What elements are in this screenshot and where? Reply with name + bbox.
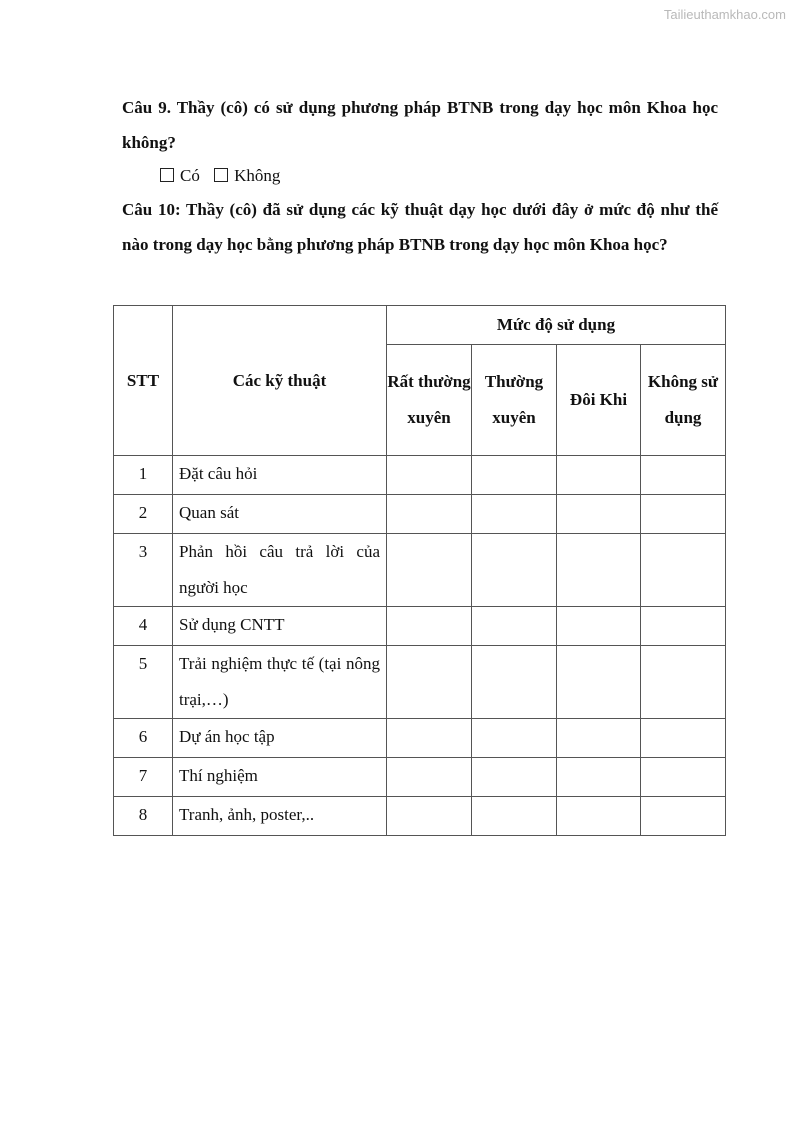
row-technique: Tranh, ảnh, poster,.. [173,797,387,836]
rating-cell[interactable] [387,758,472,797]
checkbox-icon[interactable] [160,168,174,182]
row-stt: 2 [114,495,173,534]
checkbox-icon[interactable] [214,168,228,182]
row-stt: 4 [114,607,173,646]
row-technique: Quan sát [173,495,387,534]
rating-cell[interactable] [641,534,726,607]
rating-cell[interactable] [387,495,472,534]
table-row [114,456,726,495]
survey-content [122,90,718,262]
header-usage-level: Mức độ sử dụng [387,306,726,345]
rating-cell[interactable] [557,607,641,646]
option-no-label: Không [234,166,281,185]
rating-cell[interactable] [387,797,472,836]
rating-cell[interactable] [387,534,472,607]
rating-cell[interactable] [557,719,641,758]
row-technique: Đặt câu hỏi [173,456,387,495]
row-stt: 1 [114,456,173,495]
watermark: Tailieuthamkhao.com [663,7,786,22]
rating-cell[interactable] [557,758,641,797]
row-technique: Thí nghiệm [173,758,387,797]
row-technique: Sử dụng CNTT [173,607,387,646]
option-no[interactable] [214,166,280,185]
table-row [114,758,726,797]
row-technique: Dự án học tập [173,719,387,758]
rating-cell[interactable] [641,607,726,646]
rating-cell[interactable] [557,646,641,719]
header-techniques: Các kỹ thuật [173,306,387,456]
techniques-table [113,305,726,836]
rating-cell[interactable] [641,797,726,836]
table-row [114,534,726,607]
row-technique: Trải nghiệm thực tế (tại nông trại,…) [173,646,387,719]
header-level-very-often: Rất thường xuyên [387,345,472,456]
row-technique: Phản hồi câu trả lời của người học [173,534,387,607]
rating-cell[interactable] [472,646,557,719]
rating-cell[interactable] [472,719,557,758]
rating-cell[interactable] [641,495,726,534]
table-row [114,646,726,719]
rating-cell[interactable] [472,797,557,836]
table-row [114,719,726,758]
row-stt: 5 [114,646,173,719]
option-yes-label: Có [180,166,200,185]
rating-cell[interactable] [557,797,641,836]
header-stt: STT [114,306,173,456]
rating-cell[interactable] [557,456,641,495]
rating-cell[interactable] [472,607,557,646]
rating-cell[interactable] [641,758,726,797]
rating-cell[interactable] [557,534,641,607]
rating-cell[interactable] [387,607,472,646]
row-stt: 8 [114,797,173,836]
rating-cell[interactable] [641,456,726,495]
row-stt: 7 [114,758,173,797]
question-10: Câu 10: Thầy (cô) đã sử dụng các kỹ thuật dạy học dưới đây ở mức độ như thế nào trong dạy học bằng phương pháp BTNB trong dạy học môn Khoa học? [122,200,718,254]
table-row [114,495,726,534]
table-row [114,607,726,646]
rating-cell[interactable] [557,495,641,534]
rating-cell[interactable] [387,646,472,719]
rating-cell[interactable] [387,456,472,495]
option-yes[interactable] [160,166,204,185]
header-level-often: Thường xuyên [472,345,557,456]
rating-cell[interactable] [641,646,726,719]
rating-cell[interactable] [472,456,557,495]
rating-cell[interactable] [472,495,557,534]
row-stt: 6 [114,719,173,758]
header-level-never: Không sử dụng [641,345,726,456]
header-level-sometimes: Đôi Khi [557,345,641,456]
table-row [114,797,726,836]
rating-cell[interactable] [472,534,557,607]
question-9: Câu 9. Thầy (cô) có sử dụng phương pháp BTNB trong dạy học môn Khoa học không? [122,98,718,152]
question-9-options [160,162,718,190]
row-stt: 3 [114,534,173,607]
rating-cell[interactable] [472,758,557,797]
rating-cell[interactable] [641,719,726,758]
rating-cell[interactable] [387,719,472,758]
